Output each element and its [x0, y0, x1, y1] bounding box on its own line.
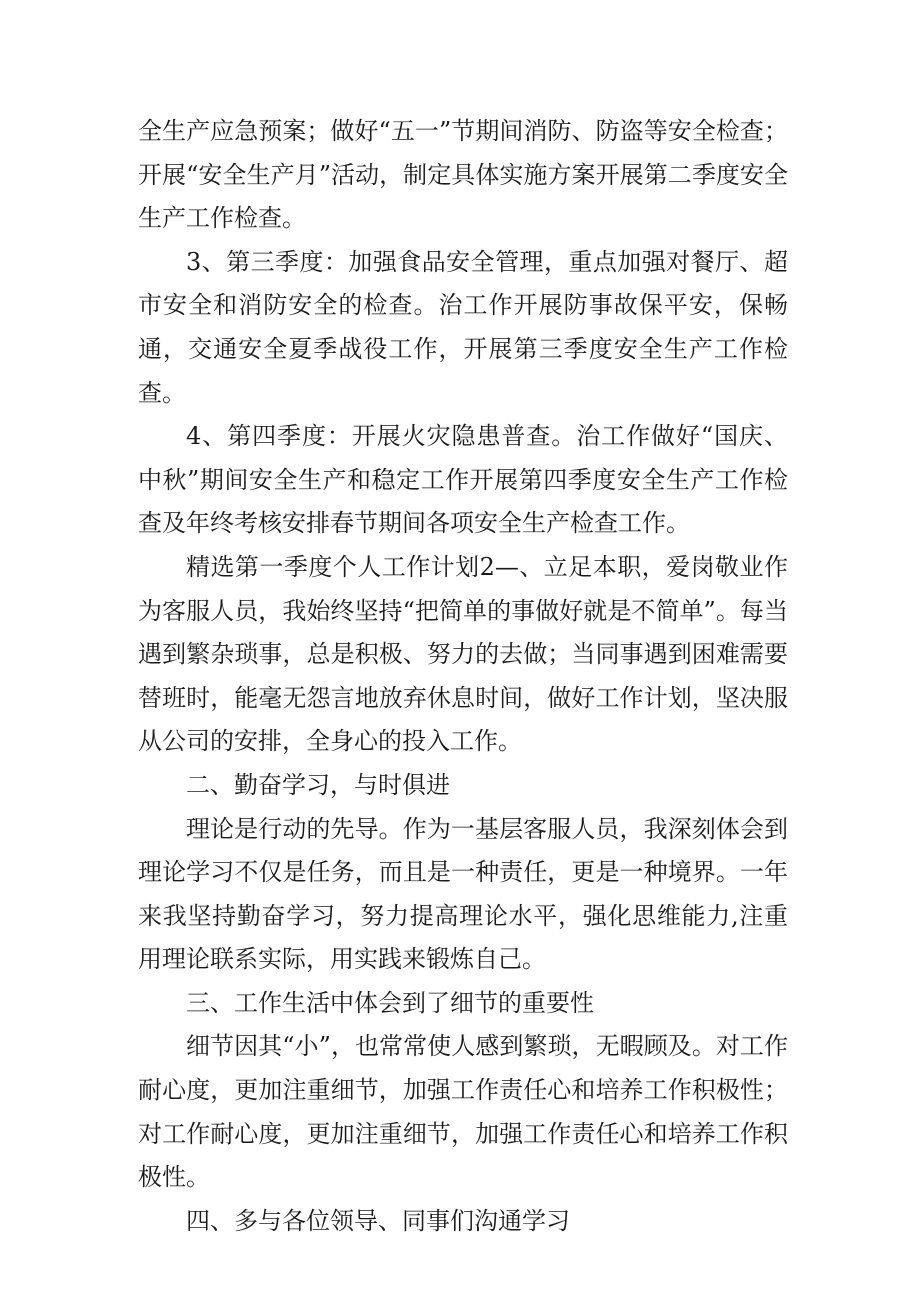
section-heading-details: 三、工作生活中体会到了细节的重要性: [186, 988, 594, 1017]
paragraph-safety-plan-continuation: 全生产应急预案；做好“五一”节期间消防、防盗等安全检查；开展“安全生产月”活动，制定具体实施方案开展第二季度安全生产工作检查。: [138, 117, 788, 233]
paragraph-fourth-quarter: 4、第四季度：开展火灾隐患普查。治工作做好“国庆、中秋”期间安全生产和稳定工作开展第四季度安全生产工作检查及年终考核安排春节期间各项安全生产检查工作。: [138, 422, 788, 538]
section-heading-diligent-study: 二、勤奋学习，与时俱进: [186, 770, 450, 799]
paragraph-work-plan-intro: 精选第一季度个人工作计划2—、立足本职，爱岗敬业作为客服人员，我始终坚持“把简单的事做好就是不简单”。每当遇到繁杂琐事，总是积极、努力的去做；当同事遇到困难需要替班时，能毫无怨言地放弃休息时间，做好工作计划，坚决服从公司的安排，全身心的投入工作。: [138, 552, 788, 756]
paragraph-details: 细节因其“小”，也常常使人感到繁琐，无暇顾及。对工作耐心度，更加注重细节，加强工作责任心和培养工作积极性；对工作耐心度，更加注重细节，加强工作责任心和培养工作积极性。: [138, 1032, 788, 1192]
paragraph-theory-study: 理论是行动的先导。作为一基层客服人员，我深刻体会到理论学习不仅是任务，而且是一种责任，更是一种境界。一年来我坚持勤奋学习，努力提高理论水平，强化思维能力,注重用理论联系实际，用实践来锻炼自己。: [138, 814, 788, 974]
document-body: [138, 110, 788, 1243]
section-heading-communication: 四、多与各位领导、同事们沟通学习: [186, 1206, 570, 1235]
paragraph-third-quarter: 3、第三季度：加强食品安全管理，重点加强对餐厅、超市安全和消防安全的检查。治工作开展防事故保平安，保畅通，交通安全夏季战役工作，开展第三季度安全生产工作检查。: [138, 247, 788, 407]
